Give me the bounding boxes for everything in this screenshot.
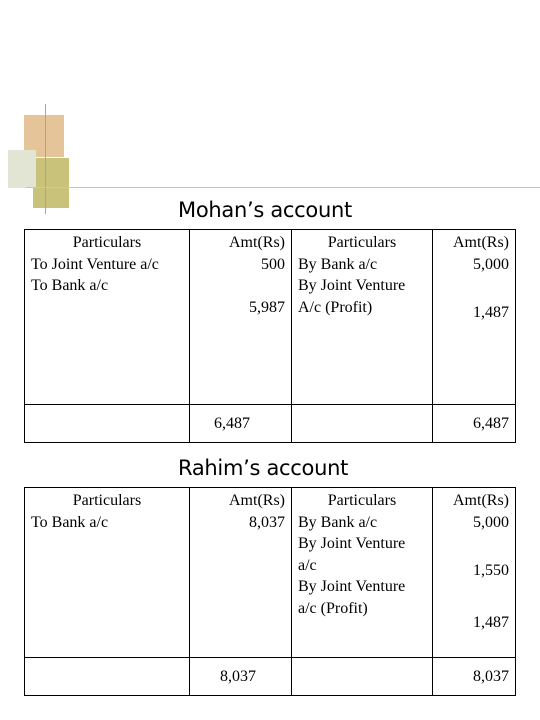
mohan-total-credit	[433, 405, 516, 443]
rahim-header-amount-2: Amt(Rs)	[453, 492, 509, 509]
mohan-credit-amount-2: 1,487	[473, 304, 509, 322]
rahim-account-title: Rahim’s account	[178, 456, 349, 480]
mohan-header-particulars-2: Particulars	[327, 234, 397, 251]
mohan-debit-amount-2: 5,987	[249, 299, 285, 317]
rahim-credit-particulars-cell	[292, 488, 433, 658]
rahim-debit-particular-1: To Bank a/c	[31, 513, 109, 531]
mohan-total-row	[25, 405, 516, 443]
mohan-header-amount-2: Amt(Rs)	[453, 234, 509, 251]
rahim-credit-particular-2: By Joint Venture a/c	[298, 535, 406, 574]
rahim-total-blank-2	[292, 658, 433, 696]
mohan-total-blank-2	[292, 405, 433, 443]
mohan-debit-amount-cell	[190, 230, 292, 405]
mohan-body-row	[25, 230, 516, 405]
rahim-debit-amount-1: 8,037	[249, 513, 285, 531]
rahim-credit-amount-1: 5,000	[473, 513, 509, 531]
rahim-credit-amount-2: 1,550	[473, 562, 509, 580]
rahim-header-amount: Amt(Rs)	[229, 492, 285, 509]
rahim-header-particulars: Particulars	[72, 492, 142, 509]
mohan-total-blank-1	[25, 405, 190, 443]
mohan-credit-particular-1: By Bank a/c	[298, 255, 378, 273]
rahim-body-row	[25, 488, 516, 658]
decor-olive-square	[33, 158, 69, 208]
rahim-total-credit	[433, 658, 516, 696]
rahim-account-ledger	[24, 487, 516, 696]
mohan-credit-particulars-cell	[292, 230, 433, 405]
decor-horizontal-line	[26, 187, 540, 188]
mohan-total-debit	[190, 405, 292, 443]
mohan-credit-particular-2: By Joint Venture A/c (Profit)	[298, 277, 406, 316]
rahim-total-debit	[190, 658, 292, 696]
rahim-credit-particular-3: By Joint Venture a/c (Profit)	[298, 578, 406, 617]
rahim-debit-particulars-cell	[25, 488, 190, 658]
mohan-debit-amount-1: 500	[261, 255, 285, 273]
mohan-credit-amount-1: 5,000	[473, 255, 509, 273]
rahim-debit-amount-cell	[190, 488, 292, 658]
rahim-total-debit-value: 8,037	[220, 667, 256, 685]
mohan-debit-particular-1: To Joint Venture a/c	[31, 255, 159, 273]
rahim-total-blank-1	[25, 658, 190, 696]
rahim-credit-amount-3: 1,487	[473, 613, 509, 631]
mohan-debit-particulars-cell	[25, 230, 190, 405]
mohan-debit-particular-2: To Bank a/c	[31, 277, 109, 295]
decor-vertical-line	[45, 104, 46, 214]
rahim-credit-particular-1: By Bank a/c	[298, 513, 378, 531]
decor-gray-square	[8, 150, 36, 188]
mohan-account-title: Mohan’s account	[178, 198, 352, 222]
mohan-header-amount: Amt(Rs)	[229, 234, 285, 251]
rahim-total-row	[25, 658, 516, 696]
mohan-total-credit-value: 6,487	[473, 414, 509, 432]
mohan-header-particulars: Particulars	[72, 234, 142, 251]
rahim-header-particulars-2: Particulars	[327, 492, 397, 509]
rahim-credit-amount-cell	[433, 488, 516, 658]
mohan-total-debit-value: 6,487	[214, 414, 250, 432]
mohan-credit-amount-cell	[433, 230, 516, 405]
rahim-total-credit-value: 8,037	[473, 667, 509, 685]
mohan-account-ledger	[24, 229, 516, 443]
